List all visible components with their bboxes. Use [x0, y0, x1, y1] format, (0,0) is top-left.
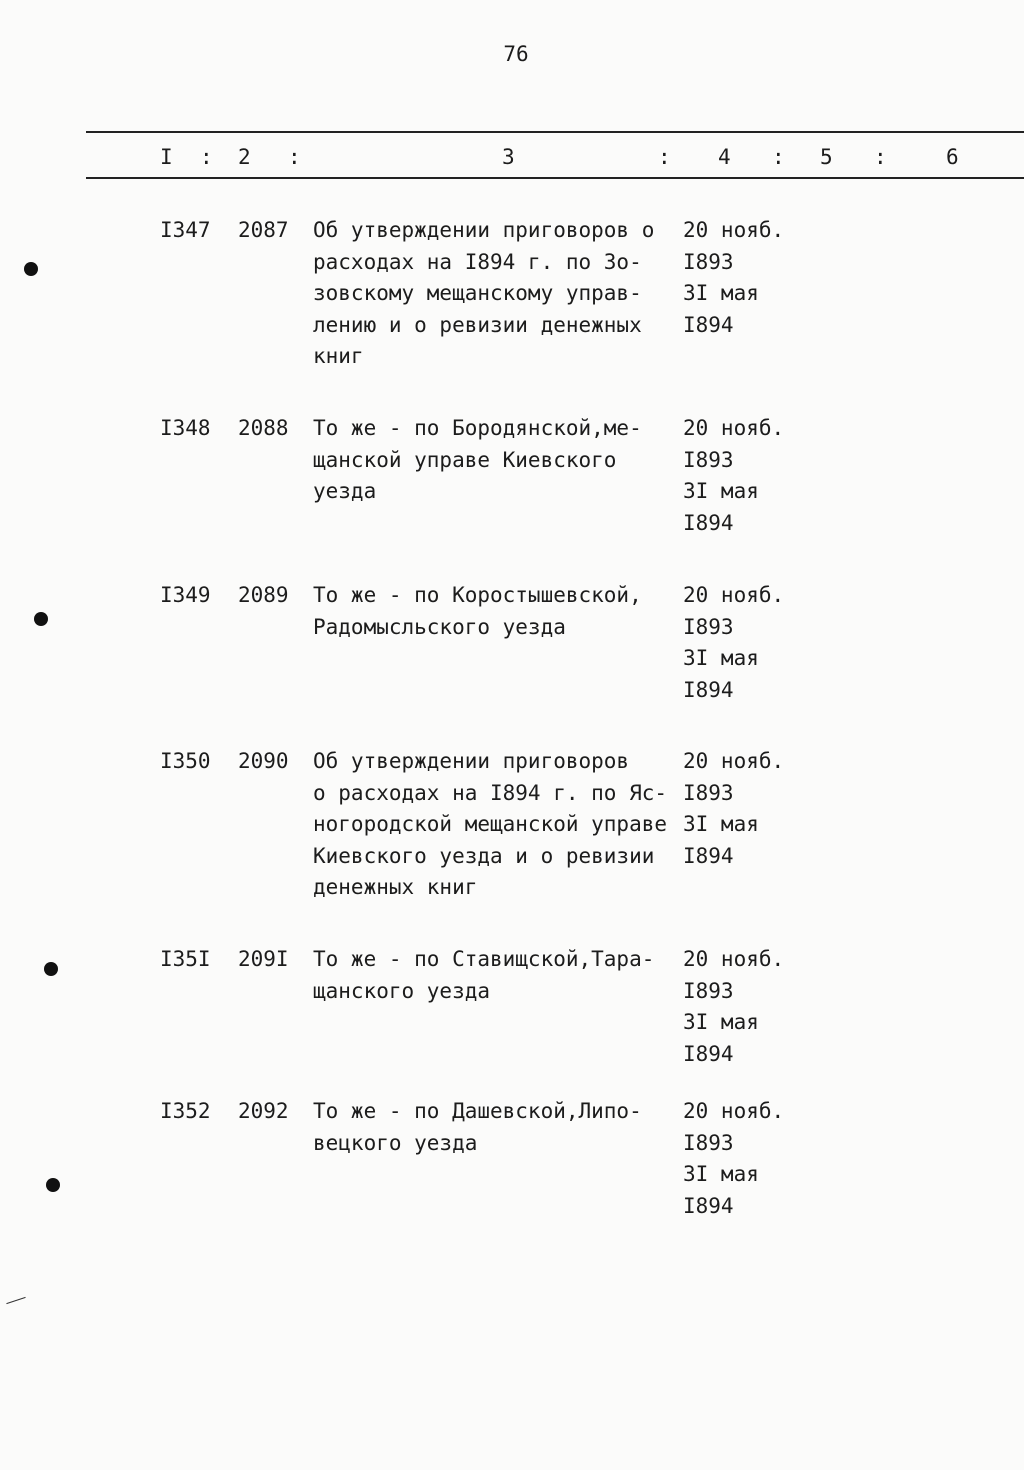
- record-title: [313, 944, 675, 1007]
- table-header: [0, 145, 1024, 169]
- header-col-2: 2: [238, 145, 251, 169]
- record-title: [313, 215, 675, 373]
- header-col-5: 5: [820, 145, 833, 169]
- header-col-3: 3: [502, 145, 515, 169]
- record-title: [313, 413, 675, 508]
- title-line: Радомысльского уезда: [313, 614, 566, 639]
- page-number: 76: [503, 42, 529, 66]
- date-line: 20 нояб.: [683, 218, 785, 242]
- case-number: 2087: [238, 218, 289, 242]
- date-line: I894: [683, 843, 734, 868]
- title-line: расходах на I894 г. по Зо-: [313, 249, 642, 274]
- title-line: ногородской мещанской управе: [313, 812, 668, 836]
- punch-hole: [24, 262, 38, 276]
- record-number: I348: [160, 416, 211, 440]
- record-number: I347: [160, 218, 211, 242]
- record-number: I35I: [160, 947, 211, 971]
- title-line: уезда: [313, 479, 377, 503]
- case-number: 2090: [238, 749, 289, 773]
- title-line: вецкого уезда: [313, 1130, 478, 1155]
- record-dates: [683, 1096, 803, 1222]
- date-line: I894: [683, 510, 734, 535]
- case-number: 2092: [238, 1099, 289, 1123]
- date-line: I893: [683, 447, 734, 472]
- table-rule-top: [86, 131, 1024, 133]
- date-line: 20 нояб.: [683, 416, 785, 440]
- date-line: I894: [683, 312, 734, 337]
- date-line: I893: [683, 780, 734, 805]
- date-line: 20 нояб.: [683, 947, 785, 971]
- record-number: I352: [160, 1099, 211, 1123]
- record-dates: [683, 413, 803, 539]
- title-line: То же - по Дашевской,Липо-: [313, 1099, 642, 1123]
- date-line: 3I мая: [683, 646, 759, 670]
- date-line: 3I мая: [683, 1010, 759, 1034]
- record-dates: [683, 580, 803, 706]
- date-line: 20 нояб.: [683, 583, 785, 607]
- date-line: I893: [683, 978, 734, 1003]
- record-dates: [683, 215, 803, 341]
- record-title: [313, 580, 675, 643]
- date-line: 20 нояб.: [683, 1099, 785, 1123]
- header-separator: :: [874, 145, 887, 169]
- date-line: I893: [683, 249, 734, 274]
- date-line: 20 нояб.: [683, 749, 785, 773]
- title-line: лению и о ревизии денежных: [313, 312, 642, 337]
- record-number: I350: [160, 749, 211, 773]
- date-line: I893: [683, 614, 734, 639]
- title-line: То же - по Коростышевской,: [313, 583, 642, 607]
- title-line: книг: [313, 344, 364, 368]
- case-number: 209I: [238, 947, 289, 971]
- header-separator: :: [772, 145, 785, 169]
- date-line: I894: [683, 677, 734, 702]
- title-line: о расходах на I894 г. по Яс-: [313, 780, 668, 805]
- date-line: 3I мая: [683, 1162, 759, 1186]
- title-line: щанского уезда: [313, 978, 491, 1003]
- punch-hole: [46, 1178, 60, 1192]
- title-line: денежных книг: [313, 875, 478, 899]
- date-line: I894: [683, 1041, 734, 1066]
- header-col-6: 6: [946, 145, 959, 169]
- title-line: Киевского уезда и о ревизии: [313, 843, 655, 868]
- record-title: [313, 746, 675, 904]
- record-dates: [683, 944, 803, 1070]
- date-line: 3I мая: [683, 479, 759, 503]
- date-line: 3I мая: [683, 281, 759, 305]
- title-line: Об утверждении приговоров: [313, 749, 630, 773]
- header-col-4: 4: [718, 145, 731, 169]
- record-number: I349: [160, 583, 211, 607]
- case-number: 2088: [238, 416, 289, 440]
- title-line: То же - по Бородянской,ме-: [313, 416, 642, 440]
- date-line: I893: [683, 1130, 734, 1155]
- punch-hole: [34, 612, 48, 626]
- date-line: 3I мая: [683, 812, 759, 836]
- title-line: зовскому мещанскому управ-: [313, 281, 642, 305]
- header-separator: :: [658, 145, 671, 169]
- margin-mark: [6, 1297, 25, 1304]
- header-separator: :: [288, 145, 301, 169]
- punch-hole: [44, 962, 58, 976]
- record-title: [313, 1096, 675, 1159]
- title-line: Об утверждении приговоров о: [313, 218, 655, 242]
- record-dates: [683, 746, 803, 872]
- header-col-1: I: [160, 145, 173, 169]
- case-number: 2089: [238, 583, 289, 607]
- table-rule-bottom: [86, 177, 1024, 179]
- date-line: I894: [683, 1193, 734, 1218]
- header-separator: :: [200, 145, 213, 169]
- title-line: щанской управе Киевского: [313, 447, 617, 472]
- title-line: То же - по Ставищской,Тара-: [313, 947, 655, 971]
